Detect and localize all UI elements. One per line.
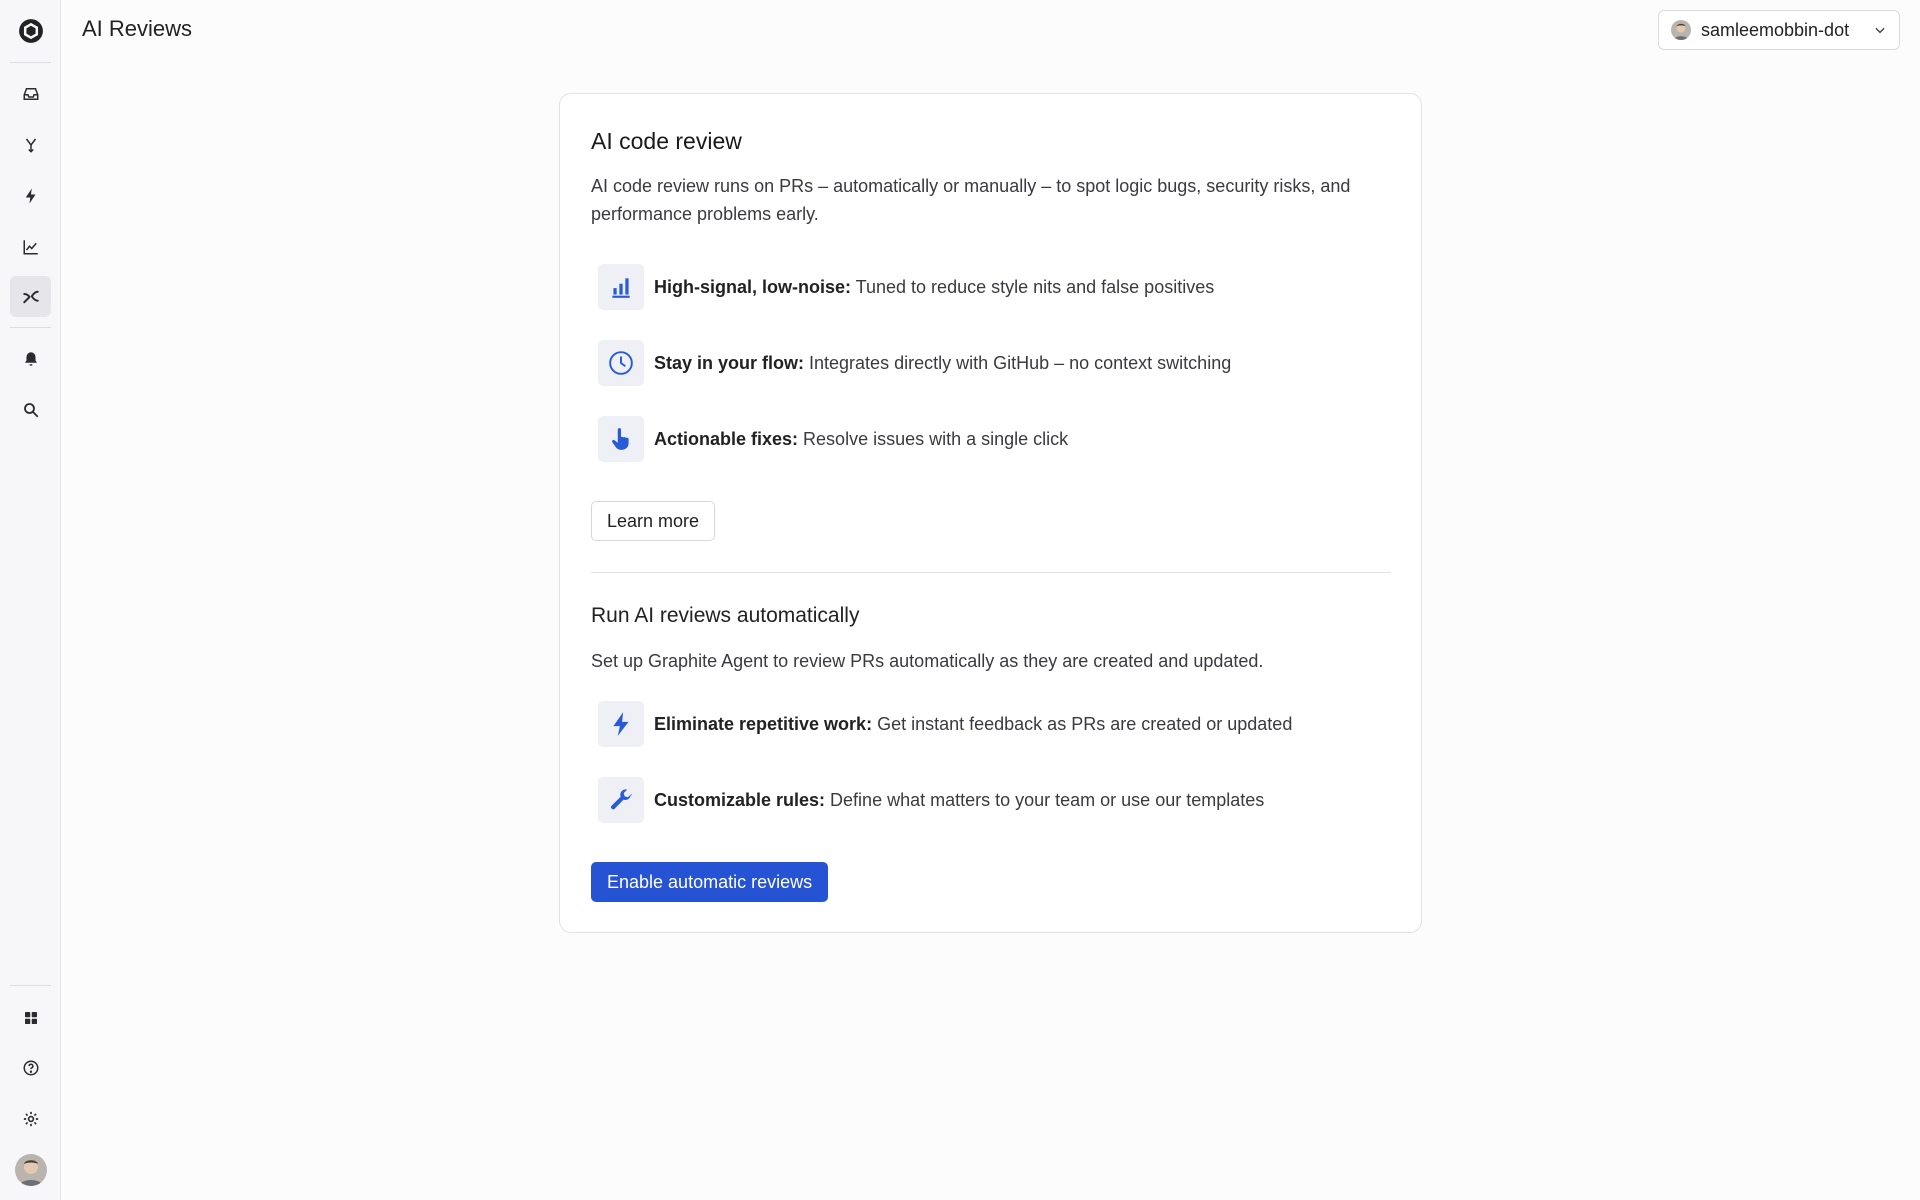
feature-text: Integrates directly with GitHub – no context switching xyxy=(804,352,1232,373)
help-icon xyxy=(22,1059,40,1077)
card-title: AI code review xyxy=(591,128,742,154)
account-name: samleemobbin-dot xyxy=(1701,19,1850,40)
sidebar-item-help[interactable] xyxy=(10,1047,51,1088)
clock-icon xyxy=(608,350,634,376)
bar-chart-icon xyxy=(608,274,634,300)
inbox-icon xyxy=(22,85,40,103)
feature-item xyxy=(598,264,1214,310)
feature-title: Eliminate repetitive work: xyxy=(654,713,873,734)
sidebar-item-automations[interactable] xyxy=(10,175,51,216)
learn-more-button[interactable]: Learn more xyxy=(591,501,715,541)
feature-text: Define what matters to your team or use our templates xyxy=(825,789,1265,810)
sidebar-item-apps[interactable] xyxy=(10,997,51,1038)
sidebar-item-notifications[interactable] xyxy=(10,338,51,379)
feature-item xyxy=(598,777,1264,823)
wrench-icon xyxy=(608,787,634,813)
feature-title: High-signal, low-noise: xyxy=(654,276,851,297)
feature-title: Actionable fixes: xyxy=(654,428,799,449)
user-avatar[interactable] xyxy=(15,1154,47,1186)
merge-icon xyxy=(22,136,40,154)
sidebar-item-insights[interactable] xyxy=(10,226,51,267)
sidebar xyxy=(0,0,61,1200)
section-title: Run AI reviews automatically xyxy=(591,604,860,627)
sidebar-item-settings[interactable] xyxy=(10,1098,51,1139)
account-avatar xyxy=(1671,20,1691,40)
lightning-icon xyxy=(22,187,40,205)
sidebar-divider xyxy=(10,62,51,63)
sidebar-item-stacks[interactable] xyxy=(10,124,51,165)
search-icon xyxy=(22,401,40,419)
chart-icon xyxy=(22,238,40,256)
section-description: Set up Graphite Agent to review PRs automatically as they are created and updated. xyxy=(591,651,1264,671)
ai-code-review-card xyxy=(559,93,1422,933)
gear-icon xyxy=(22,1110,40,1128)
feature-text: Resolve issues with a single click xyxy=(798,428,1069,449)
bell-icon xyxy=(22,350,40,368)
feature-item xyxy=(598,416,1068,462)
sidebar-item-search[interactable] xyxy=(10,389,51,430)
feature-item xyxy=(598,340,1231,386)
card-description: AI code review runs on PRs – automatically or manually – to spot logic bugs, security risks, and performance problems early. xyxy=(591,176,1351,224)
sidebar-item-ai-reviews[interactable] xyxy=(10,276,51,317)
lightning-icon xyxy=(608,711,634,737)
sidebar-item-inbox[interactable] xyxy=(10,73,51,114)
graphite-logo-icon[interactable] xyxy=(16,16,45,45)
feature-title: Stay in your flow: xyxy=(654,352,805,373)
apps-icon xyxy=(22,1009,40,1027)
ai-reviews-icon xyxy=(22,288,40,306)
enable-automatic-reviews-button[interactable]: Enable automatic reviews xyxy=(591,862,828,902)
section-divider xyxy=(591,572,1391,573)
account-switcher[interactable] xyxy=(1658,10,1900,50)
pointer-hand-icon xyxy=(608,426,634,452)
sidebar-divider xyxy=(10,985,51,986)
feature-text: Tuned to reduce style nits and false positives xyxy=(851,276,1215,297)
sidebar-divider xyxy=(10,327,51,328)
chevron-down-icon xyxy=(1873,23,1887,37)
feature-item xyxy=(598,701,1292,747)
page-title: AI Reviews xyxy=(82,16,193,41)
feature-title: Customizable rules: xyxy=(654,789,826,810)
feature-text: Get instant feedback as PRs are created or updated xyxy=(872,713,1293,734)
